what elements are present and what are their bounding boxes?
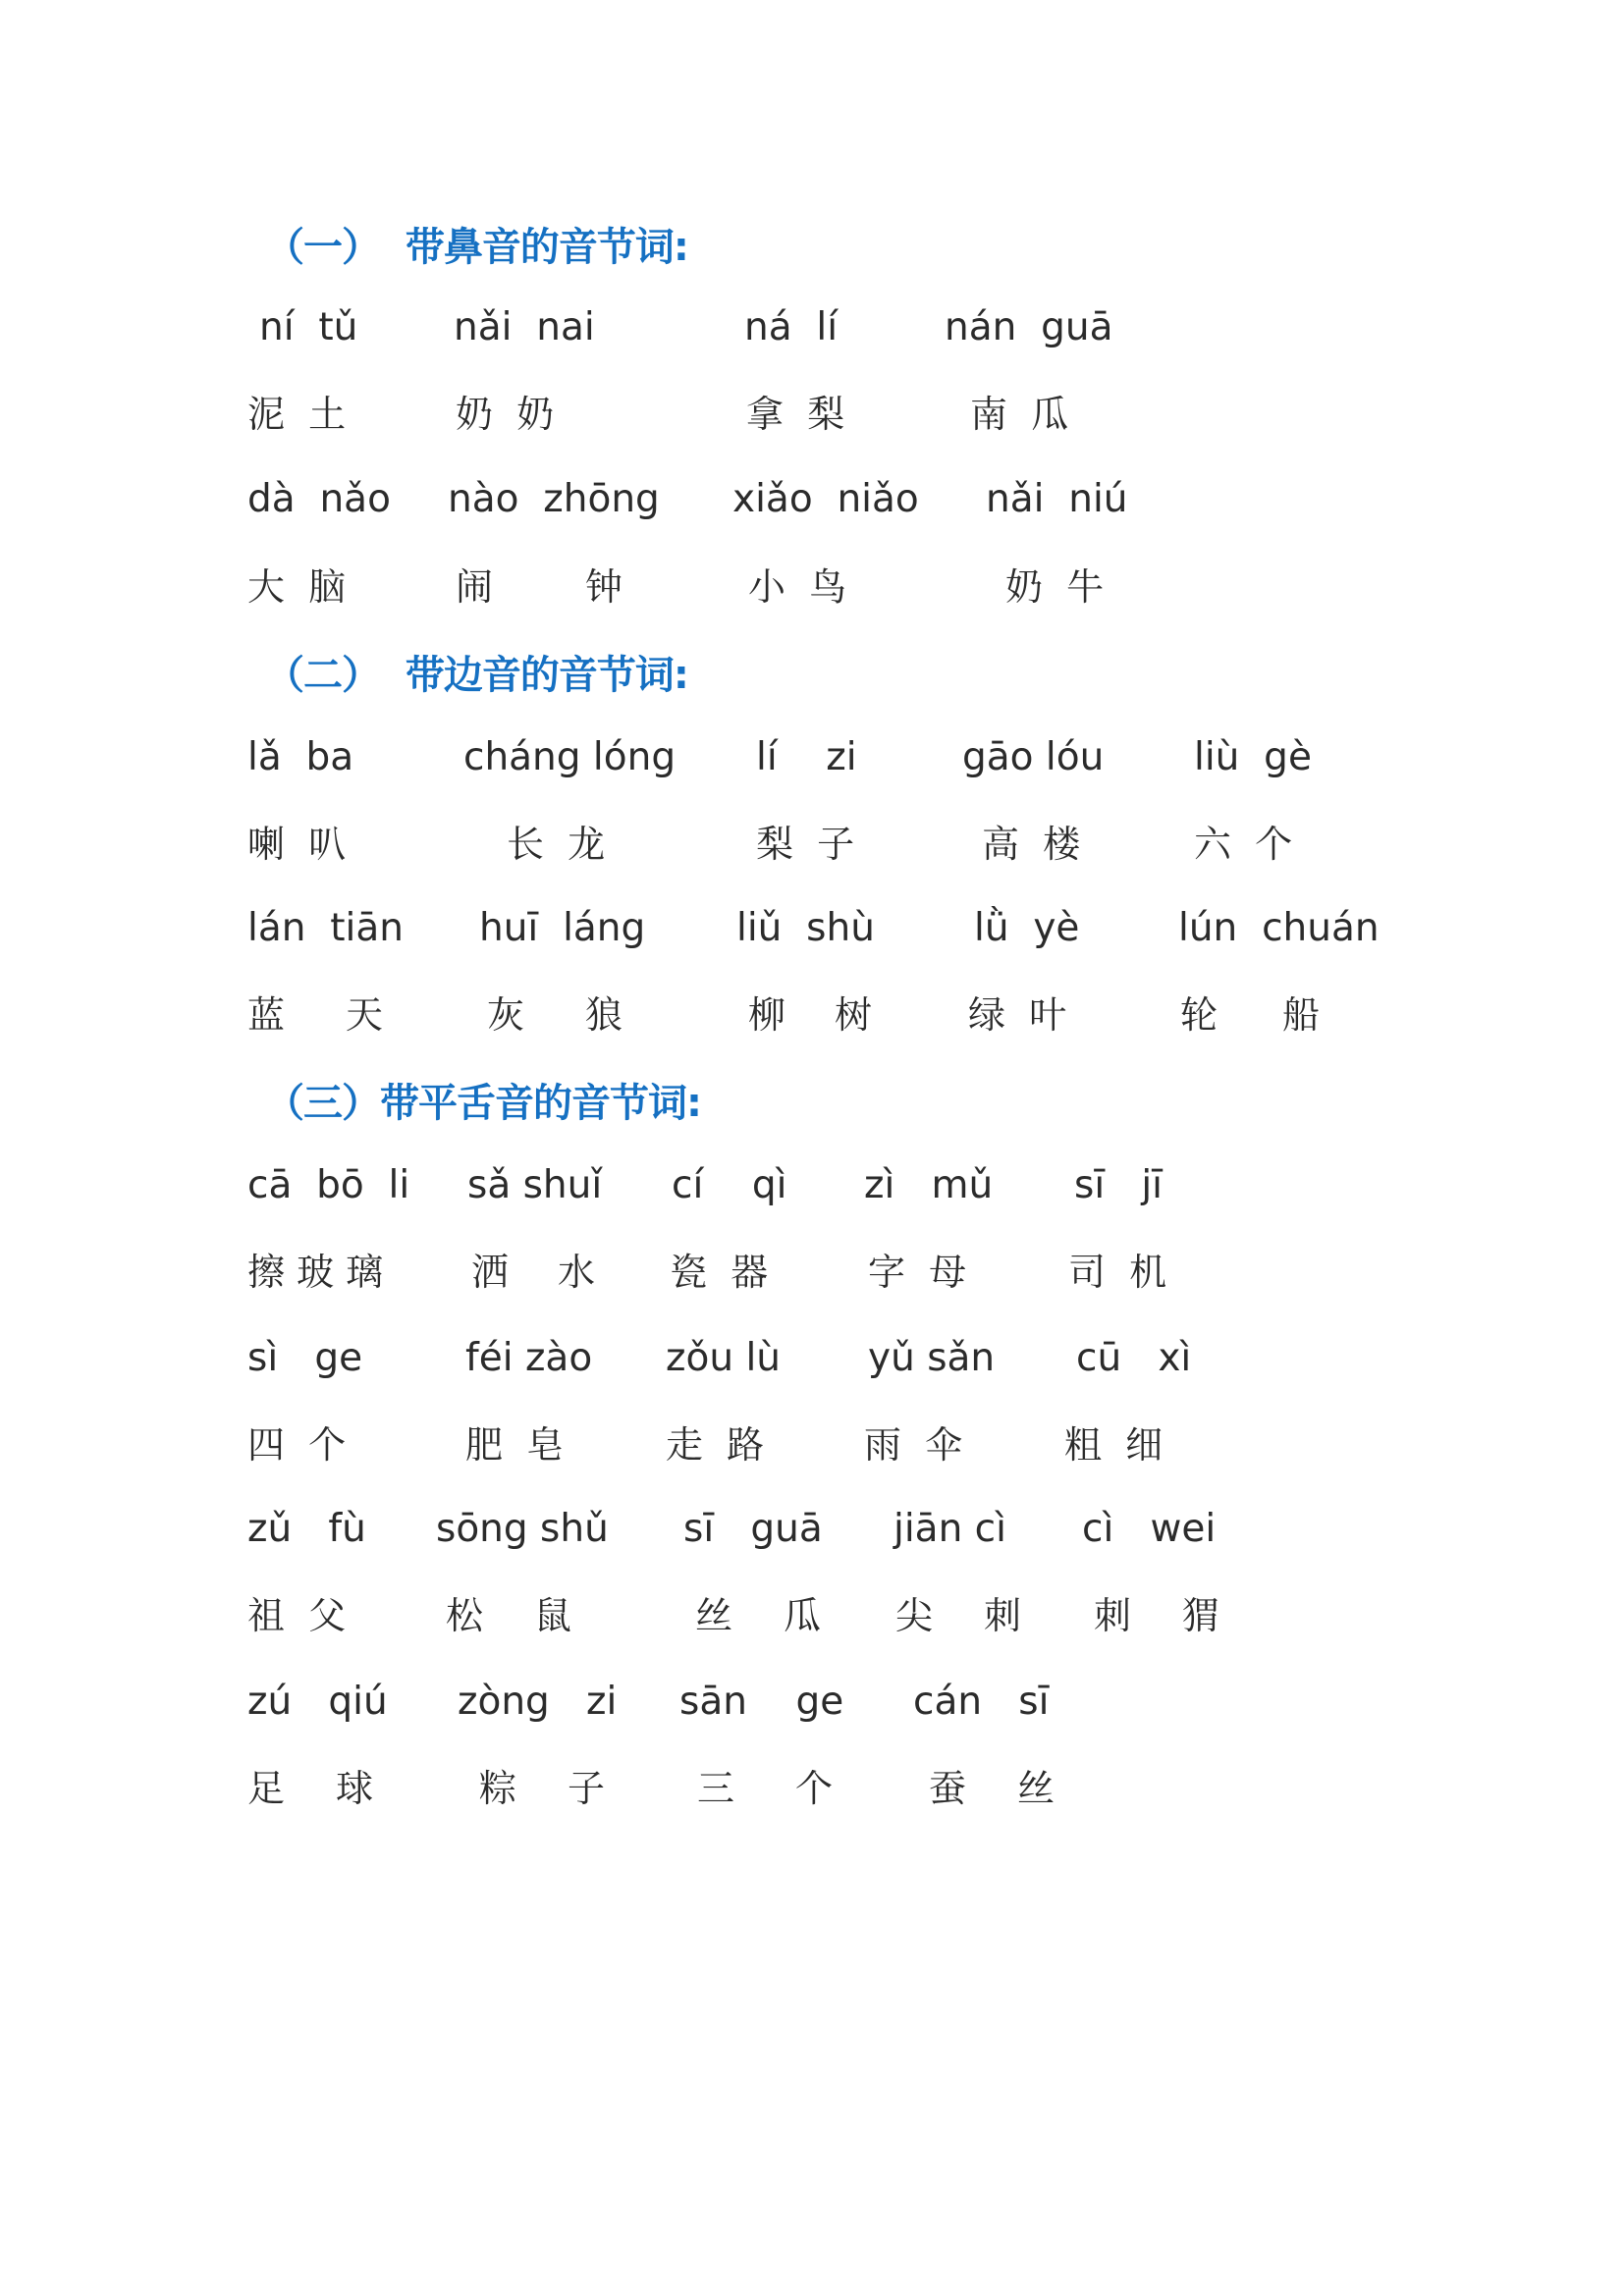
pinyin-word: nǎi nai <box>454 305 595 349</box>
pinyin-word: nǎi niú <box>986 477 1128 521</box>
hanzi-word: 足 <box>247 1767 286 1810</box>
hanzi-word: 狼 <box>585 993 623 1037</box>
pinyin-word: cán sī <box>913 1680 1050 1724</box>
hanzi-word: 司 机 <box>1068 1251 1167 1294</box>
section-heading: （三）带平舌音的音节词: <box>265 1081 701 1126</box>
pinyin-row <box>0 298 1624 357</box>
pinyin-word: cí qì <box>672 1163 787 1207</box>
hanzi-word: 柳 <box>748 993 786 1037</box>
pinyin-word: cū xì <box>1076 1336 1192 1380</box>
hanzi-row <box>0 385 1624 444</box>
hanzi-word: 蓝 <box>247 993 286 1037</box>
pinyin-word: cháng lóng <box>463 735 677 779</box>
hanzi-word: 喇 叭 <box>247 823 347 866</box>
hanzi-word: 四 个 <box>247 1423 347 1467</box>
pinyin-word: sōng shǔ <box>436 1507 609 1551</box>
hanzi-word: 丝 <box>695 1594 733 1637</box>
hanzi-row <box>0 986 1624 1044</box>
hanzi-word: 鼠 <box>534 1594 572 1637</box>
pinyin-word: lí zi <box>756 735 857 779</box>
hanzi-word: 六 个 <box>1194 823 1293 866</box>
hanzi-word: 绿 叶 <box>968 993 1067 1037</box>
hanzi-word: 轮 <box>1180 993 1218 1037</box>
pinyin-word: zǔ fù <box>247 1507 366 1551</box>
hanzi-word: 船 <box>1282 993 1321 1037</box>
pinyin-word: cì wei <box>1082 1507 1217 1551</box>
hanzi-word: 瓷 器 <box>670 1251 769 1294</box>
hanzi-word: 子 <box>568 1767 606 1810</box>
pinyin-word: nào zhōng <box>448 477 660 521</box>
hanzi-word: 祖 父 <box>247 1594 347 1637</box>
hanzi-word: 灰 <box>487 993 525 1037</box>
hanzi-row <box>0 1415 1624 1474</box>
hanzi-word: 奶 牛 <box>1005 565 1105 609</box>
pinyin-word: dà nǎo <box>247 477 391 521</box>
pinyin-word: ná lí <box>744 305 839 349</box>
hanzi-word: 天 <box>346 993 384 1037</box>
hanzi-word: 瓜 <box>784 1594 822 1637</box>
hanzi-word: 奶 奶 <box>456 393 555 436</box>
hanzi-word: 走 路 <box>666 1423 765 1467</box>
hanzi-word: 蚕 <box>929 1767 967 1810</box>
pinyin-word: lǜ yè <box>974 906 1080 950</box>
hanzi-word: 梨 子 <box>756 823 855 866</box>
pinyin-word: nán guā <box>945 305 1113 349</box>
pinyin-row <box>0 1329 1624 1388</box>
hanzi-word: 丝 <box>1017 1767 1056 1810</box>
hanzi-word: 松 <box>446 1594 484 1637</box>
pinyin-row <box>0 470 1624 529</box>
hanzi-word: 字 母 <box>868 1251 967 1294</box>
hanzi-word: 大 脑 <box>247 565 347 609</box>
pinyin-row <box>0 1156 1624 1215</box>
hanzi-word: 球 <box>336 1767 374 1810</box>
pinyin-row <box>0 1500 1624 1559</box>
pinyin-word: sān ge <box>679 1680 844 1724</box>
hanzi-word: 南 瓜 <box>970 393 1069 436</box>
hanzi-word: 雨 伞 <box>864 1423 963 1467</box>
section-heading: （一） 带鼻音的音节词: <box>265 225 688 270</box>
hanzi-word: 水 <box>558 1251 596 1294</box>
pinyin-word: sī jī <box>1074 1163 1164 1207</box>
hanzi-word: 树 <box>835 993 873 1037</box>
hanzi-word: 粽 <box>479 1767 517 1810</box>
hanzi-row <box>0 1586 1624 1645</box>
pinyin-word: lún chuán <box>1178 906 1380 950</box>
hanzi-word: 尖 <box>895 1594 934 1637</box>
pinyin-word: ní tǔ <box>259 305 358 349</box>
pinyin-word: yǔ sǎn <box>868 1336 996 1380</box>
hanzi-row <box>0 815 1624 874</box>
hanzi-word: 肥 皂 <box>465 1423 565 1467</box>
hanzi-word: 钟 <box>585 565 623 609</box>
hanzi-row <box>0 1243 1624 1302</box>
hanzi-word: 个 <box>795 1767 834 1810</box>
hanzi-word: 长 龙 <box>507 823 606 866</box>
hanzi-word: 小 鸟 <box>748 565 847 609</box>
pinyin-word: gāo lóu <box>962 735 1105 779</box>
pinyin-word: sǎ shuǐ <box>467 1163 603 1207</box>
hanzi-word: 洒 <box>471 1251 510 1294</box>
pinyin-word: zòng zi <box>458 1680 618 1724</box>
pinyin-word: zǒu lù <box>666 1336 781 1380</box>
pinyin-word: cā bō li <box>247 1163 410 1207</box>
pinyin-row <box>0 1673 1624 1732</box>
pinyin-word: sì ge <box>247 1336 363 1380</box>
pinyin-word: lán tiān <box>247 906 404 950</box>
hanzi-word: 泥 土 <box>247 393 347 436</box>
pinyin-word: jiān cì <box>893 1507 1006 1551</box>
hanzi-word: 粗 细 <box>1064 1423 1164 1467</box>
pinyin-row <box>0 899 1624 958</box>
pinyin-row <box>0 728 1624 787</box>
hanzi-word: 三 <box>697 1767 735 1810</box>
hanzi-word: 刺 <box>1094 1594 1132 1637</box>
hanzi-word: 刺 <box>984 1594 1022 1637</box>
hanzi-word: 高 楼 <box>982 823 1081 866</box>
hanzi-row <box>0 558 1624 616</box>
hanzi-word: 猬 <box>1182 1594 1220 1637</box>
pinyin-word: huī láng <box>479 906 646 950</box>
pinyin-word: liǔ shù <box>736 906 875 950</box>
hanzi-word: 闹 <box>456 565 494 609</box>
pinyin-word: sī guā <box>683 1507 823 1551</box>
pinyin-word: zú qiú <box>247 1680 388 1724</box>
pinyin-word: féi zào <box>465 1336 593 1380</box>
hanzi-row <box>0 1759 1624 1818</box>
pinyin-word: liù gè <box>1194 735 1312 779</box>
section-heading: （二） 带边音的音节词: <box>265 653 688 698</box>
hanzi-word: 擦 玻 璃 <box>247 1251 384 1294</box>
hanzi-word: 拿 梨 <box>746 393 845 436</box>
pinyin-word: xiǎo niǎo <box>732 477 919 521</box>
pinyin-word: lǎ ba <box>247 735 354 779</box>
pinyin-word: zì mǔ <box>864 1163 994 1207</box>
